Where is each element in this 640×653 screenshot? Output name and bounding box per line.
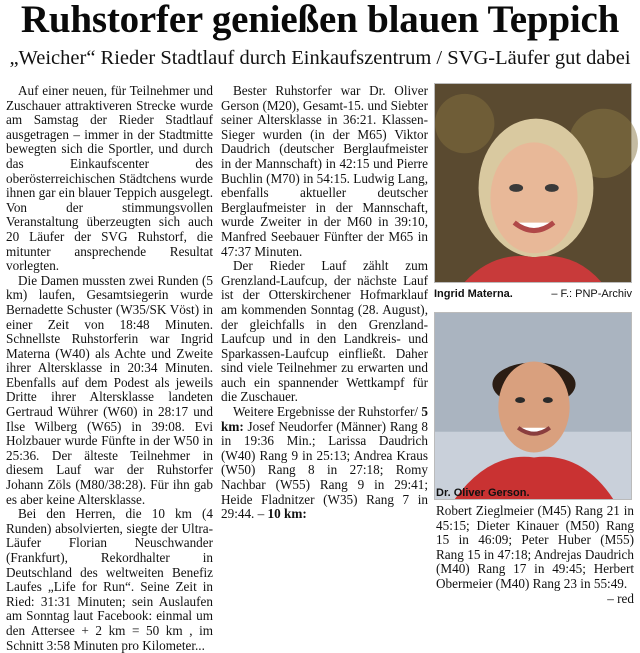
paragraph-women: Die Damen mussten zwei Runden (5 km) laufen, Gesamtsiegerin wurde Bernadette Schuster (W35/SK Vöst) in einer Zeit von 18:48 Minuten. Schnellste Ruhstorferin war Ingrid Materna (W40) als Achte und Zweite ihrer Altersklasse in 20:34 Minuten. Ebenfalls auf dem Podest als jeweils Dritte ihrer Altersklasse landeten Gertraud Wührer (W60) in 28:17 und Ilse Wilberg (W65) in 39:08. Evi Holzbauer wurde Fünfte in der W50 in 25:36. Der älteste Teilnehmer in diesem Lauf war der Ruhstorfer Johann Zöls (M80/38:28). Für ihn gab es aber keine Altersklasse. (6, 272, 213, 507)
results-intro: Weitere Ergebnisse der Ruhstorfer/ (233, 404, 419, 420)
results-label-10km: 10 km: (267, 506, 307, 522)
photo-oliver-gerson (434, 312, 632, 500)
results-label-5km: 5 km: (221, 404, 429, 434)
paragraph-best-ruhstorfer: Bester Ruhstorfer war Dr. Oliver Gerson (M20), Gesamt-15. und Siebter seiner Altersklasse in 36:21. Klassen-Sieger wurden (in der M65) Viktor Daudrich (deutscher Berglaufmeister in der Mannschaft) in 42:15 und Pierre Buchlin (M70) in 54:15. Ludwig Lang, ebenfalls aktueller deutscher Berglaufmeister in der Mannschaft, wurde Zweiter in der M60 in 39:10, Manfred Seebauer Fünfter der M65 in 47:37 Minuten. (221, 83, 428, 259)
paragraph-intro: Auf einer neuen, für Teilnehmer und Zuschauer attraktiveren Strecke wurde am Samstag der Rieder Stadtlauf ausgetragen – immer in der Stadtmitte bewegten sich die Sportler, und durch das Einkaufscenter des oberösterreichischen Städtchens wurde ihnen gar ein blauer Teppich ausgelegt. Von der stimmungsvollen Veranstaltung überzeugten sich auch 20 Läufer der SVG Ruhstorf, die mitunter ansprechende Resultat vorlegten. (6, 83, 213, 274)
photo-credit: – F.: PNP-Archiv (551, 288, 632, 300)
article-column-2 (221, 84, 428, 638)
results-10km: Robert Zieglmeier (M45) Rang 21 in 45:15; Dieter Kinauer (M50) Rang 15 in 46:09; Peter Huber (M55) Rang 15 in 47:18; Andrejas Daudrich (M40) Rang 17 in 49:45; Herbert Obermeier (M40) Rang 23 in 55:49. (436, 503, 634, 591)
portrait-man-illustration (435, 313, 631, 499)
paragraph-laufcup: Der Rieder Lauf zählt zum Grenzland-Laufcup, der nächste Lauf ist der Otterskirchener Hofmarklauf am kommenden Sonntag (28. August), der gleichfalls in den Grenzland-Laufcup und in den Landkreis- und Sparkassen-Laufcup einfließt. Daher sind viele Teilnehmer zu erwarten und auch ein spannender Wettkampf für die Zuschauer. (221, 258, 428, 405)
portrait-woman-illustration (435, 84, 631, 282)
photo1-caption (434, 285, 632, 303)
photo1-caption-name: Ingrid Materna. (434, 288, 513, 300)
article-column-3 (436, 504, 634, 638)
article-column-1 (6, 83, 213, 653)
headline: Ruhstorfer genießen blauen Teppich (20, 0, 620, 41)
photo2-caption: Dr. Oliver Gerson. (436, 487, 530, 499)
subheadline: „Weicher“ Rieder Stadtlauf durch Einkaufszentrum / SVG-Läufer gut dabei (9, 47, 631, 69)
signoff: – red (607, 590, 634, 606)
paragraph-men: Bei den Herren, die 10 km (4 Runden) absolvierten, siegte der Ultra-Läufer Florian Neuschwander (Frankfurt), Rekordhalter in Deutschland des weltweiten Benefiz Laufes „Life for Run“. Seine Zeit in Ried: 31:31 Minuten; sein Auslaufen am Sonntag laut Facebook: einmal um den Attersee + 2 km = 50 km , im Schnitt 3:58 Minuten pro Kilometer... (6, 506, 213, 653)
paragraph-results (221, 405, 428, 522)
results-5km: Josef Neudorfer (Männer) Rang 8 in 19:36 Min.; Larissa Daudrich (W40) Rang 9 in 25:13; Andrea Kraus (W50) Rang 8 in 27:18; Romy Nachbar (W55) Rang 9 in 29:41; Heide Fladnitzer (W35) Rang 7 in 29:44. – (221, 418, 429, 522)
photo-ingrid-materna (434, 83, 632, 283)
